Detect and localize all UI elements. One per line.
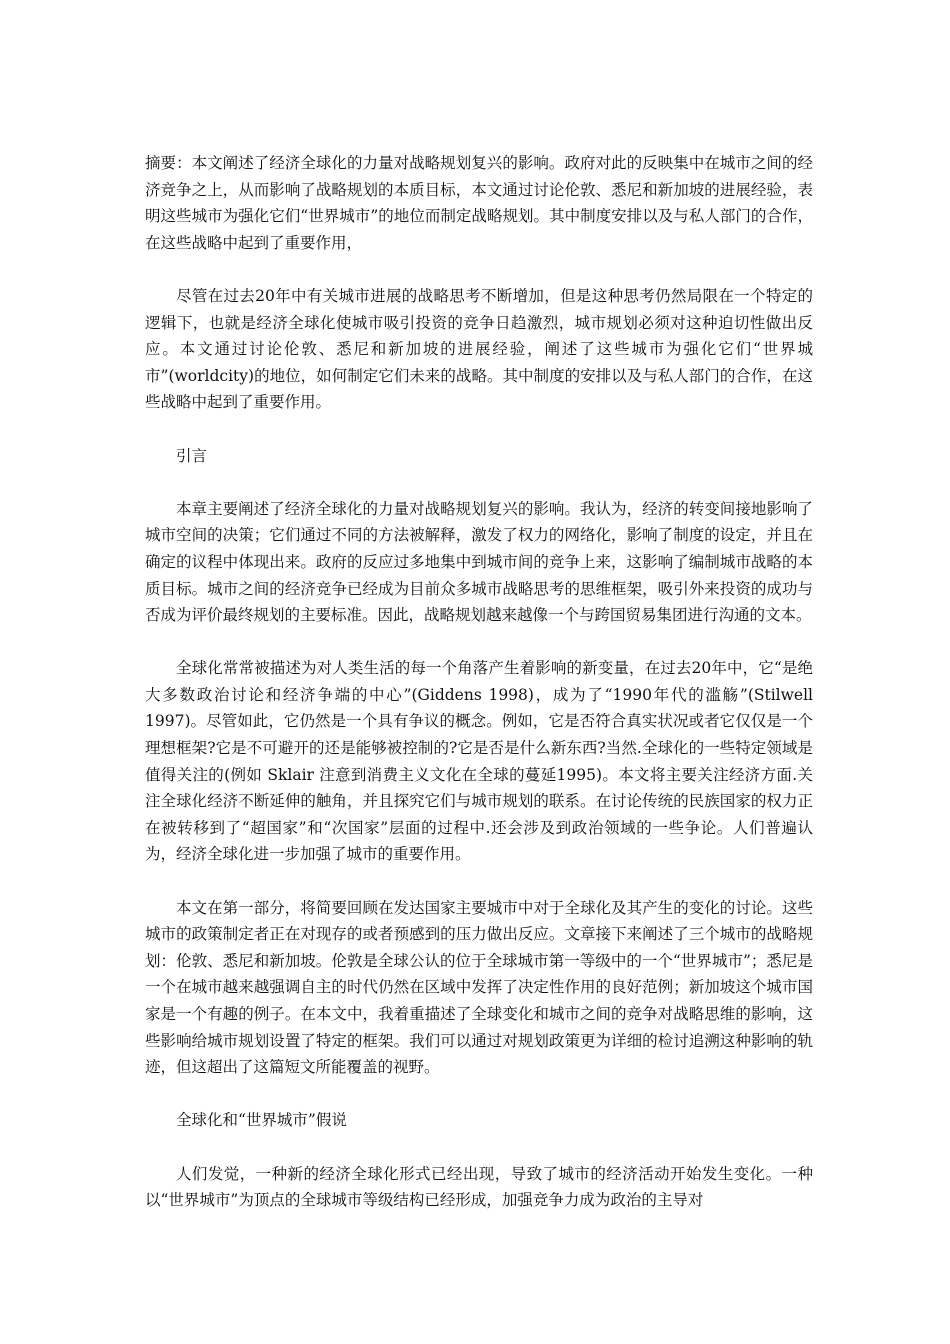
body-paragraph: 本文在第一部分，将简要回顾在发达国家主要城市中对于全球化及其产生的变化的讨论。这些城市的政策制定者正在对现存的或者预感到的压力做出反应。文章接下来阐述了三个城市的战略规划：伦敦、悉尼和新加坡。伦敦是全球公认的位于全球城市第一等级中的一个“世界城市”；悉尼是一个在城市越来越强调自主的时代仍然在区域中发挥了决定性作用的良好范例；新加坡这个城市国家是一个有趣的例子。在本文中，我着重描述了全球变化和城市之间的竞争对战略思维的影响，这些影响给城市规划设置了特定的框架。我们可以通过对规划政策更为详细的检讨追溯这种影响的轨迹，但这超出了这篇短文所能覆盖的视野。 (145, 898, 813, 1077)
section-heading-introduction: 引言 (176, 446, 208, 465)
body-paragraph: 人们发觉，一种新的经济全球化形式已经出现，导致了城市的经济活动开始发生变化。一种以“世界城市”为顶点的全球城市等级结构已经形成，加强竞争力成为政治的主导对 (145, 1164, 813, 1210)
section-heading-world-city: 全球化和“世界城市”假说 (176, 1111, 347, 1130)
body-paragraph: 全球化常常被描述为对人类生活的每一个角落产生着影响的新变量，在过去20年中，它“是绝大多数政治讨论和经济争端的中心”(Giddens 1998)，成为了“1990年代的滥觞”(Stilwell 1997)。尽管如此，它仍然是一个具有争议的概念。例如，它是否符合真实状况或者它仅仅是一个理想框架?它是不可避开的还是能够被控制的?它是否是什么新东西?当然.全球化的一些特定领域是值得关注的(例如 Sklair 注意到消费主义文化在全球的蔓延1995)。本文将主要关注经济方面.关注全球化经济不断延伸的触角，并且探究它们与城市规划的联系。在讨论传统的民族国家的权力正在被转移到了“超国家”和“次国家”层面的过程中.还会涉及到政治领域的一些争论。人们普遍认为，经济全球化进一步加强了城市的重要作用。 (145, 659, 813, 864)
abstract-paragraph: 摘要：本文阐述了经济全球化的力量对战略规划复兴的影响。政府对此的反映集中在城市之间的经济竞争之上，从而影响了战略规划的本质目标，本文通过讨论伦敦、悉尼和新加坡的进展经验，表明这些城市为强化它们“世界城市”的地位而制定战略规划。其中制度安排以及与私人部门的合作，在这些战略中起到了重要作用， (145, 154, 813, 252)
body-paragraph: 本章主要阐述了经济全球化的力量对战略规划复兴的影响。我认为，经济的转变间接地影响了城市空间的决策；它们通过不同的方法被解释，激发了权力的网络化，影响了制度的设定，并且在确定的议程中体现出来。政府的反应过多地集中到城市间的竞争上来，这影响了编制城市战略的本质目标。城市之间的经济竞争已经成为目前众多城市战略思考的思维框架，吸引外来投资的成功与否成为评价最终规划的主要标准。因此，战略规划越来越像一个与跨国贸易集团进行沟通的文本。 (145, 499, 813, 625)
body-paragraph: 尽管在过去20年中有关城市进展的战略思考不断增加，但是这种思考仍然局限在一个特定的逻辑下，也就是经济全球化使城市吸引投资的竞争日趋激烈，城市规划必须对这种迫切性做出反应。本文通过讨论伦敦、悉尼和新加坡的进展经验，阐述了这些城市为强化它们“世界城市”(worldcity)的地位，如何制定它们未来的战略。其中制度的安排以及与私人部门的合作，在这些战略中起到了重要作用。 (145, 286, 813, 412)
document-body (145, 150, 813, 1214)
